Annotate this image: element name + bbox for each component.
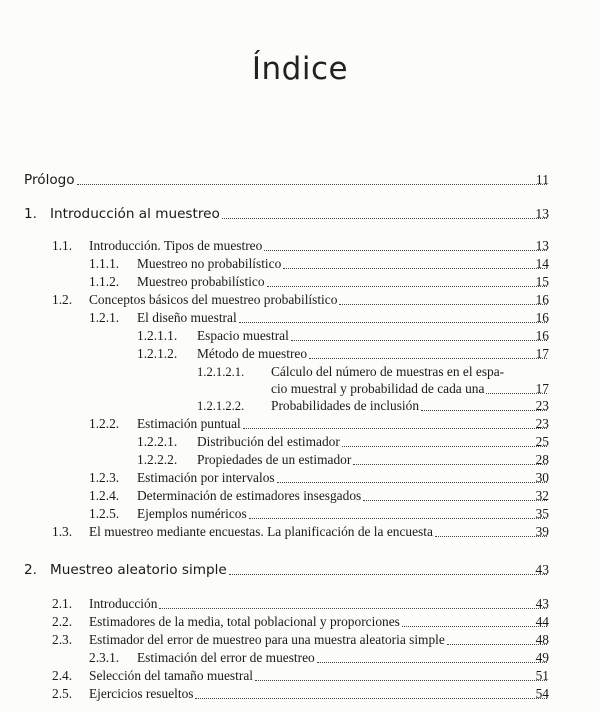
- toc-entry-chapter-1[interactable]: [24, 206, 549, 222]
- leader-dots: [243, 422, 547, 429]
- page-number: 48: [535, 632, 549, 647]
- toc-entry-1-2-3[interactable]: [89, 470, 549, 486]
- entry-number: 1.2.2.1.: [137, 434, 178, 449]
- entry-text: Introducción al muestreo: [50, 206, 220, 222]
- entry-number: 1.2.3.: [89, 470, 120, 485]
- page-number: 14: [535, 256, 549, 271]
- toc-entry-1-2-4[interactable]: [89, 488, 549, 504]
- entry-text: Muestreo probabilístico: [137, 274, 265, 289]
- leader-dots: [229, 568, 547, 575]
- entry-number: 1.2.1.1.: [137, 328, 178, 343]
- page-number: 51: [535, 668, 549, 683]
- entry-number: 1.1.1.: [89, 256, 120, 271]
- entry-number: 1.2.5.: [89, 506, 120, 521]
- leader-dots: [353, 458, 547, 465]
- leader-dots: [267, 280, 547, 287]
- entry-number: 1.2.: [52, 292, 73, 307]
- entry-number: 1.3.: [52, 524, 73, 539]
- entry-number: 2.4.: [52, 668, 73, 683]
- entry-text: Método de muestreo: [197, 346, 308, 361]
- toc-entry-1-2-1-2-1-cont[interactable]: [271, 381, 549, 397]
- toc-entry-2-4[interactable]: [52, 668, 549, 684]
- page-number: 23: [535, 416, 549, 431]
- entry-text: Determinación de estimadores insesgados: [137, 488, 362, 503]
- entry-text: Ejemplos numéricos: [137, 506, 247, 521]
- entry-number: 2.: [24, 562, 37, 578]
- page-number: 13: [535, 206, 549, 221]
- page-number: 35: [535, 506, 549, 521]
- toc-entry-1-1-1[interactable]: [89, 256, 549, 272]
- page-number: 15: [535, 274, 549, 289]
- leader-dots: [277, 476, 547, 483]
- toc-entry-1-2-1[interactable]: [89, 310, 549, 326]
- entry-text: Prólogo: [24, 172, 75, 188]
- toc-entry-2-3-1[interactable]: [89, 650, 549, 666]
- entry-text: El muestreo mediante encuestas. La planificación de la encuesta: [89, 524, 433, 539]
- entry-number: 2.2.: [52, 614, 73, 629]
- entry-number: 2.5.: [52, 686, 73, 701]
- page-number: 28: [535, 452, 549, 467]
- toc-entry-2-3[interactable]: [52, 632, 549, 648]
- leader-dots: [222, 212, 547, 219]
- leader-dots: [249, 512, 547, 519]
- page-number: 16: [535, 292, 549, 307]
- entry-text: Estimación por intervalos: [137, 470, 275, 485]
- page-number: 43: [535, 562, 549, 577]
- page-number: 49: [535, 650, 549, 665]
- entry-text: Estimación puntual: [137, 416, 241, 431]
- entry-number: 1.: [24, 206, 37, 222]
- page-number: 43: [535, 596, 549, 611]
- toc-entry-1-2-2-2[interactable]: [137, 452, 549, 468]
- entry-text: Estimadores de la media, total poblacional y proporciones: [89, 614, 400, 629]
- entry-text: Propiedades de un estimador: [197, 452, 352, 467]
- toc-entry-1-1[interactable]: [52, 238, 549, 254]
- entry-text: Muestreo no probabilístico: [137, 256, 282, 271]
- entry-number: 1.1.2.: [89, 274, 120, 289]
- leader-dots: [159, 602, 547, 609]
- entry-text: El diseño muestral: [137, 310, 237, 325]
- entry-text: Introducción. Tipos de muestreo: [89, 238, 263, 253]
- entry-text: Ejercicios resueltos: [89, 686, 194, 701]
- toc-entry-2-1[interactable]: [52, 596, 549, 612]
- toc-entry-1-3[interactable]: [52, 524, 549, 540]
- page-number: 16: [535, 328, 549, 343]
- page-number: 16: [535, 310, 549, 325]
- toc-entry-1-2-1-2-2[interactable]: [197, 398, 549, 414]
- page-number: 32: [535, 488, 549, 503]
- entry-number: 1.2.2.2.: [137, 452, 178, 467]
- entry-number: 2.3.: [52, 632, 73, 647]
- entry-number: 1.2.4.: [89, 488, 120, 503]
- leader-dots: [317, 656, 547, 663]
- leader-dots: [291, 334, 547, 341]
- entry-number: 1.2.1.: [89, 310, 120, 325]
- entry-text: Conceptos básicos del muestreo probabilístico: [89, 292, 338, 307]
- entry-text: Estimación del error de muestreo: [137, 650, 315, 665]
- toc-entry-2-5[interactable]: [52, 686, 549, 702]
- toc-entry-prologo[interactable]: [24, 172, 549, 188]
- entry-text: Probabilidades de inclusión: [271, 398, 420, 413]
- leader-dots: [239, 316, 547, 323]
- entry-text: Cálculo del número de muestras en el espa-: [271, 364, 505, 379]
- page-number: 13: [535, 238, 549, 253]
- leader-dots: [77, 178, 547, 185]
- entry-text: Muestreo aleatorio simple: [50, 562, 227, 578]
- page-number: 39: [535, 524, 549, 539]
- entry-text: Selección del tamaño muestral: [89, 668, 253, 683]
- leader-dots: [195, 692, 547, 699]
- page-number: 11: [535, 172, 549, 187]
- toc-entry-2-2[interactable]: [52, 614, 549, 630]
- entry-text: Espacio muestral: [197, 328, 289, 343]
- toc-entry-1-2-1-2-1[interactable]: [197, 364, 549, 380]
- toc-entry-1-2-1-2[interactable]: [137, 346, 549, 362]
- page-number: 17: [535, 381, 549, 396]
- entry-number: 2.1.: [52, 596, 73, 611]
- entry-number: 1.1.: [52, 238, 73, 253]
- page-number: 54: [535, 686, 549, 701]
- entry-number: 1.2.2.: [89, 416, 120, 431]
- entry-number: 1.2.1.2.: [137, 346, 178, 361]
- leader-dots: [255, 674, 547, 681]
- toc-entry-1-2-2[interactable]: [89, 416, 549, 432]
- entry-number: 2.3.1.: [89, 650, 120, 665]
- entry-text: cio muestral y probabilidad de cada una: [271, 381, 485, 396]
- toc-entry-1-1-2[interactable]: [89, 274, 549, 290]
- toc-entry-chapter-2[interactable]: [24, 562, 549, 578]
- leader-dots: [309, 352, 547, 359]
- toc-entry-1-2-2-1[interactable]: [137, 434, 549, 450]
- leader-dots: [264, 244, 547, 251]
- page-number: 25: [535, 434, 549, 449]
- entry-number: 1.2.1.2.2.: [197, 399, 245, 413]
- entry-number: 1.2.1.2.1.: [197, 365, 245, 379]
- leader-dots: [342, 440, 547, 447]
- entry-text: Distribución del estimador: [197, 434, 340, 449]
- page-number: 17: [535, 346, 549, 361]
- page-number: 23: [535, 398, 549, 413]
- toc-entry-1-2[interactable]: [52, 292, 549, 308]
- entry-text: Introducción: [89, 596, 158, 611]
- page-title: Índice: [251, 50, 349, 87]
- entry-text: Estimador del error de muestreo para una muestra aleatoria simple: [89, 632, 445, 647]
- leader-dots: [339, 298, 547, 305]
- leader-dots: [283, 262, 547, 269]
- page-number: 44: [535, 614, 549, 629]
- toc-entry-1-2-5[interactable]: [89, 506, 549, 522]
- page-number: 30: [535, 470, 549, 485]
- toc-entry-1-2-1-1[interactable]: [137, 328, 549, 344]
